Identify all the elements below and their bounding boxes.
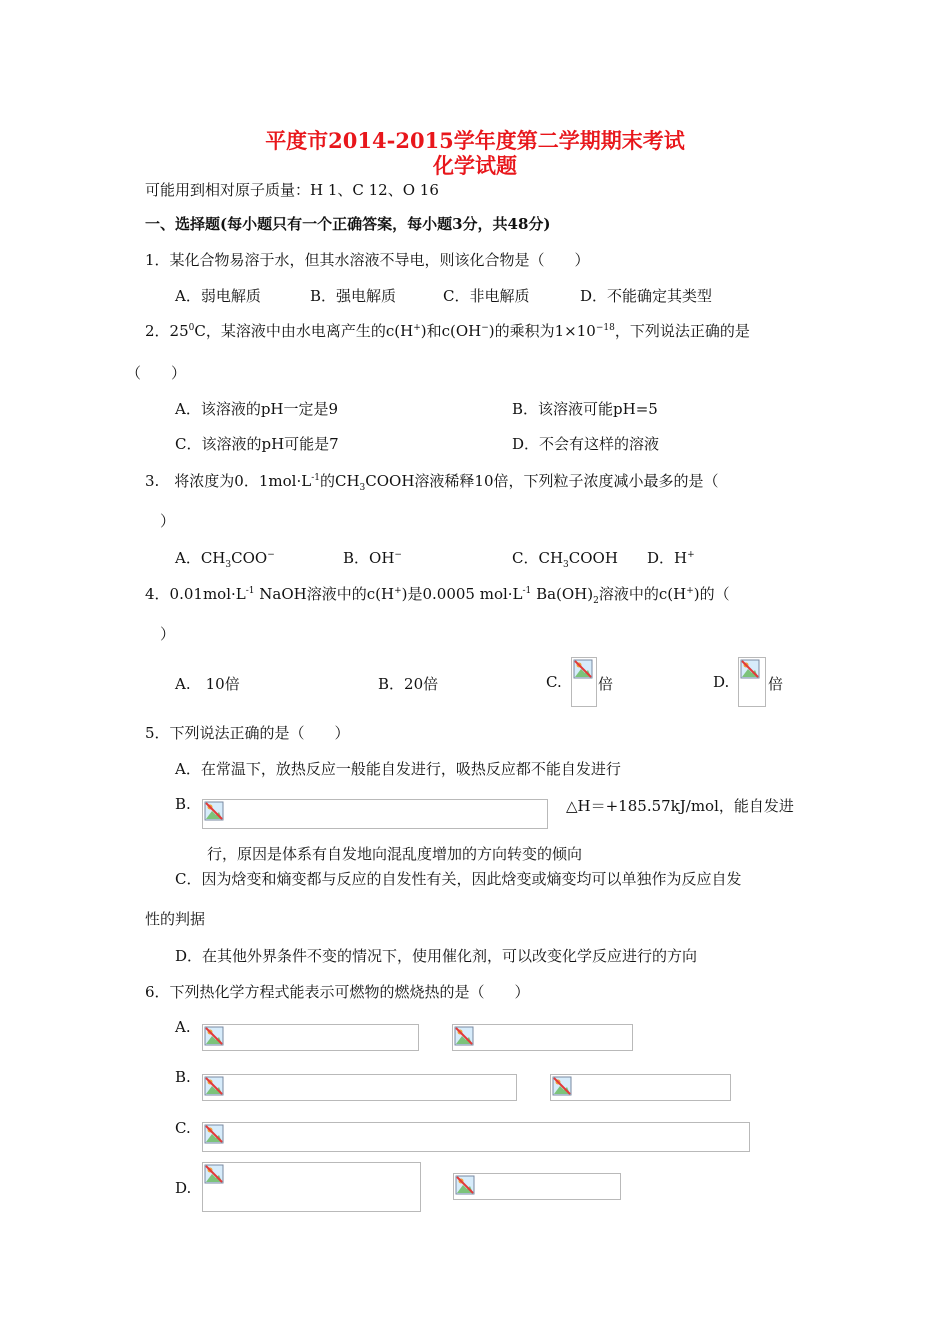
section-heading: 一、选择题(每小题只有一个正确答案，每小题3分，共48分) — [145, 215, 551, 233]
q3-option-c: C．$CH_3COOH$ — [512, 549, 618, 570]
q4-option-b: B．20倍 — [378, 675, 439, 693]
question-2-paren: （ ） — [126, 364, 187, 382]
q6-option-b: B. — [175, 1068, 191, 1086]
broken-image-icon — [571, 657, 597, 707]
question-4-stem: 4．$0.01mol\cdot L^{-1}$ NaOH溶液中的c(H+)是0.0005 $mol\cdot L^{-1}$ $Ba(OH)_2$溶液中的c(H+)的（ — [145, 585, 730, 606]
question-3-paren: ） — [160, 512, 176, 530]
q5-option-b-continuation: 行，原因是体系有自发地向混乱度增加的方向转变的倾向 — [207, 845, 583, 863]
q5-option-b-label: B. — [175, 795, 191, 813]
q5-option-c: C．因为焓变和熵变都与反应的自发性有关，因此焓变或熵变均可以单独作为反应自发 — [175, 870, 742, 888]
q5-option-b-text: △H＝+185.57kJ/mol，能自发进 — [566, 797, 794, 815]
question-3-stem: 3. 将浓度为0．$1mol\cdot L^{-1}$的$CH_3COOH$溶液稀释10倍，下列粒子浓度减小最多的是（ — [145, 472, 719, 493]
q1-option-c: C．非电解质 — [443, 287, 530, 305]
broken-image-icon — [202, 1122, 750, 1152]
q4-option-d: D. — [713, 673, 730, 691]
q4-option-c: C. — [546, 673, 562, 691]
q2-option-c: C．该溶液的pH可能是7 — [175, 435, 339, 453]
broken-image-icon — [202, 1074, 517, 1101]
exam-subtitle: 化学试题 — [433, 153, 517, 178]
q1-option-b: B．强电解质 — [310, 287, 397, 305]
q4-option-a: A. 10倍 — [175, 675, 240, 693]
broken-image-icon — [202, 1024, 419, 1051]
q5-option-a: A．在常温下，放热反应一般能自发进行，吸热反应都不能自发进行 — [175, 760, 621, 778]
q3-option-d: D．H+ — [647, 549, 695, 567]
q6-option-d: D. — [175, 1179, 192, 1197]
q6-option-a: A. — [175, 1018, 191, 1036]
question-5-stem: 5．下列说法正确的是（ ） — [145, 724, 350, 742]
exam-title: 平度市2014-2015学年度第二学期期末考试 — [265, 128, 685, 153]
q2-option-d: D．不会有这样的溶液 — [512, 435, 660, 453]
q5-option-c-continuation: 性的判据 — [145, 910, 206, 928]
q1-option-a: A．弱电解质 — [175, 287, 261, 305]
atomic-mass-note: 可能用到相对原子质量：H 1、C 12、O 16 — [145, 181, 439, 199]
q4-option-d-suffix: 倍 — [768, 675, 784, 693]
q6-option-c: C. — [175, 1119, 191, 1137]
q5-option-d: D．在其他外界条件不变的情况下，使用催化剂，可以改变化学反应进行的方向 — [175, 947, 698, 965]
question-6-stem: 6．下列热化学方程式能表示可燃物的燃烧热的是（ ） — [145, 983, 530, 1001]
broken-image-icon — [453, 1173, 621, 1200]
broken-image-icon — [452, 1024, 633, 1051]
broken-image-icon — [550, 1074, 731, 1101]
q2-option-b: B．该溶液可能pH=5 — [512, 400, 658, 418]
q3-option-b: B．OH− — [343, 549, 402, 567]
broken-image-icon — [202, 799, 548, 829]
q2-option-a: A．该溶液的pH一定是9 — [175, 400, 339, 418]
question-2-stem: 2．$25^0C$，某溶液中由水电离产生的c(H+)和c(OH−)的乘积为$1\times 10^{-18}$，下列说法正确的是 — [145, 322, 750, 340]
broken-image-icon — [202, 1162, 421, 1212]
q4-option-c-suffix: 倍 — [598, 675, 614, 693]
q1-option-d: D．不能确定其类型 — [580, 287, 713, 305]
question-1-stem: 1．某化合物易溶于水，但其水溶液不导电，则该化合物是（ ） — [145, 251, 590, 269]
broken-image-icon — [738, 657, 766, 707]
question-4-paren: ） — [160, 625, 176, 643]
q3-option-a: A．$CH_3COO^-$ — [175, 549, 275, 570]
